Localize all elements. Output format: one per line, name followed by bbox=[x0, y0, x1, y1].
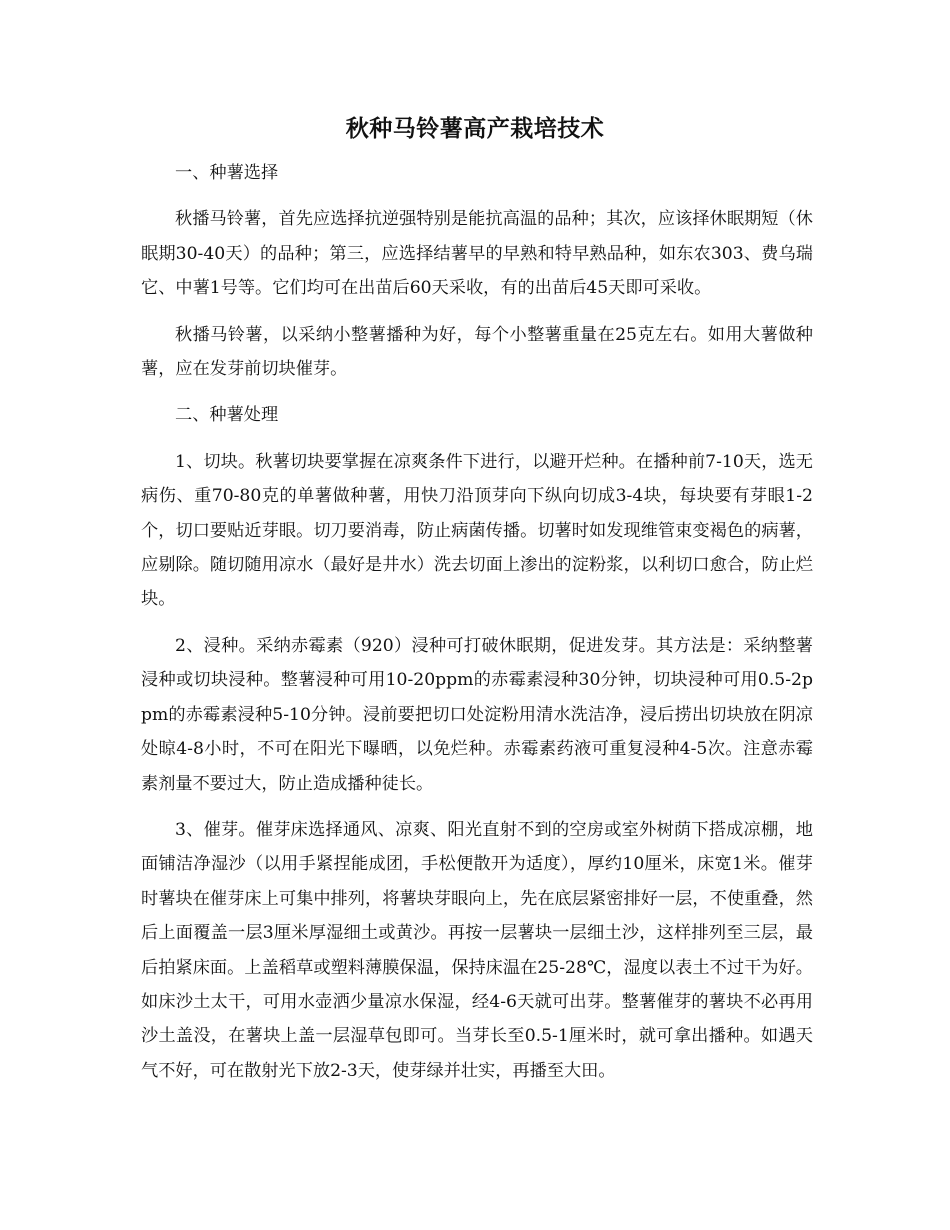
paragraph-soaking: 2、浸种。采纳赤霉素（920）浸种可打破休眠期，促进发芽。其方法是：采纳整薯浸种或切块浸种。整薯浸种可用10-20ppm的赤霉素浸种30分钟，切块浸种可用0.5-2ppm的赤霉素浸种5-10分钟。浸前要把切口处淀粉用清水洗洁净，浸后捞出切块放在阴凉处晾4-8小时，不可在阳光下曝晒，以免烂种。赤霉素药液可重复浸种4-5次。注意赤霉素剂量不要过大，防止造成播种徒长。 bbox=[141, 635, 813, 794]
paragraph-sprouting: 3、催芽。催芽床选择通风、凉爽、阳光直射不到的空房或室外树荫下搭成凉棚，地面铺洁净湿沙（以用手紧捏能成团，手松便散开为适度），厚约10厘米，床宽1米。催芽时薯块在催芽床上可集中排列，将薯块芽眼向上，先在底层紧密排好一层，不使重叠，然后上面覆盖一层3厘米厚湿细土或黄沙。再按一层薯块一层细土沙，这样排列至三层，最后拍紧床面。上盖稻草或塑料薄膜保温，保持床温在25-28℃，湿度以表土不过干为好。如床沙土太干，可用水壶洒少量凉水保湿，经4-6天就可出芽。整薯催芽的薯块不必再用沙土盖没，在薯块上盖一层湿草包即可。当芽长至0.5-1厘米时，就可拿出播种。如遇天气不好，可在散射光下放2-3天，使芽绿并壮实，再播至大田。 bbox=[141, 819, 813, 1081]
document-title: 秋种马铃薯高产栽培技术 bbox=[345, 115, 605, 142]
paragraph-whole-tuber-sowing: 秋播马铃薯，以采纳小整薯播种为好，每个小整薯重量在25克左右。如用大薯做种薯，应在发芽前切块催芽。 bbox=[141, 324, 813, 380]
paragraph-cutting: 1、切块。秋薯切块要掌握在凉爽条件下进行，以避开烂种。在播种前7-10天，选无病伤、重70-80克的单薯做种薯，用快刀沿顶芽向下纵向切成3-4块，每块要有芽眼1-2个，切口要贴近芽眼。切刀要消毒，防止病菌传播。切薯时如发现维管束变褐色的病薯，应剔除。随切随用凉水（最好是井水）洗去切面上渗出的淀粉浆，以利切口愈合，防止烂块。 bbox=[141, 451, 813, 610]
section-heading-seed-selection: 一、种薯选择 bbox=[175, 163, 279, 183]
document-body bbox=[141, 156, 813, 1100]
section-heading-seed-treatment: 二、种薯处理 bbox=[175, 405, 279, 426]
paragraph-variety-selection: 秋播马铃薯，首先应选择抗逆强特别是能抗高温的品种；其次，应该择休眠期短（休眠期30-40天）的品种；第三，应选择结薯早的早熟和特早熟品种，如东农303、费乌瑞它、中薯1号等。它们均可在出苗后60天采收，有的出苗后45天即可采收。 bbox=[141, 209, 813, 299]
